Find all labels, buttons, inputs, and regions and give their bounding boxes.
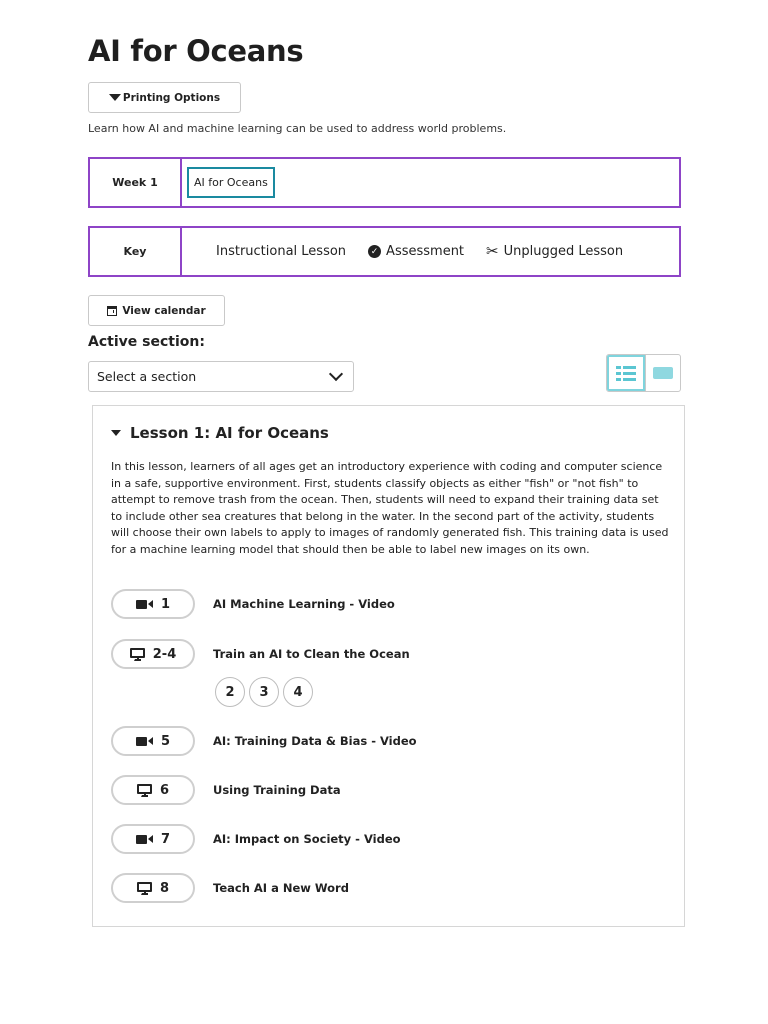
activity-number: 8 [159, 880, 170, 896]
activity-title[interactable]: Train an AI to Clean the Ocean [213, 647, 410, 661]
activity-title[interactable]: AI: Training Data & Bias - Video [213, 734, 417, 748]
activity-progress-bubble[interactable] [111, 589, 195, 619]
activity-title[interactable]: AI Machine Learning - Video [213, 597, 395, 611]
activity-row [111, 824, 401, 854]
desktop-monitor-icon [137, 882, 152, 895]
page-title: AI for Oceans [88, 34, 304, 68]
scissors-icon: ✂ [486, 242, 499, 260]
activity-row [111, 639, 410, 669]
activity-number: 7 [160, 831, 171, 847]
activity-number: 5 [160, 733, 171, 749]
activity-progress-bubble[interactable] [111, 824, 195, 854]
desktop-monitor-icon [137, 784, 152, 797]
list-view-icon [616, 366, 636, 381]
section-select-value: Select a section [97, 369, 197, 384]
activity-row [111, 775, 341, 805]
key-instructional-label: Instructional Lesson [216, 244, 347, 259]
week-label: Week 1 [90, 159, 182, 206]
activity-row [111, 589, 395, 619]
key-unplugged-lesson [486, 244, 623, 259]
view-toggle [606, 354, 681, 392]
key-assessment [368, 244, 464, 259]
block-view-button[interactable] [645, 355, 680, 391]
video-camera-icon [136, 737, 153, 746]
active-section-label: Active section: [88, 334, 205, 350]
printing-options-button[interactable] [88, 82, 241, 113]
week-row [88, 157, 681, 208]
activity-number: 2-4 [152, 646, 177, 662]
chevron-down-icon [329, 367, 343, 381]
printing-options-label: Printing Options [122, 91, 221, 104]
calendar-icon [107, 306, 117, 316]
activity-progress-bubble[interactable] [111, 639, 195, 669]
week-content [182, 159, 679, 206]
caret-down-icon [109, 94, 121, 101]
lesson-title: Lesson 1: AI for Oceans [130, 424, 329, 442]
desktop-monitor-icon [130, 648, 145, 661]
level-bubble[interactable]: 2 [215, 677, 245, 707]
level-bubbles [215, 677, 313, 707]
key-assessment-label: Assessment [386, 244, 465, 259]
lesson-card [92, 405, 685, 927]
key-row [88, 226, 681, 277]
section-select[interactable] [88, 361, 354, 392]
video-camera-icon [136, 600, 153, 609]
key-unplugged-label: Unplugged Lesson [503, 244, 624, 259]
activity-title[interactable]: Teach AI a New Word [213, 881, 349, 895]
activity-progress-bubble[interactable] [111, 775, 195, 805]
activity-title[interactable]: Using Training Data [213, 783, 341, 797]
caret-down-icon [111, 430, 121, 436]
activity-progress-bubble[interactable] [111, 873, 195, 903]
activity-progress-bubble[interactable] [111, 726, 195, 756]
block-view-icon [653, 367, 673, 379]
activity-number: 6 [159, 782, 170, 798]
key-content [182, 228, 679, 275]
video-camera-icon [136, 835, 153, 844]
key-label: Key [90, 228, 182, 275]
key-legend [182, 244, 623, 259]
activity-number: 1 [160, 596, 171, 612]
check-circle-icon: ✓ [368, 245, 381, 258]
list-view-button[interactable] [607, 355, 645, 391]
unit-description: Learn how AI and machine learning can be used to address world problems. [88, 122, 507, 135]
week-lesson-link[interactable]: AI for Oceans [187, 167, 275, 198]
lesson-header[interactable] [111, 424, 329, 442]
level-bubble[interactable]: 4 [283, 677, 313, 707]
key-instructional-lesson [216, 244, 346, 259]
activity-row [111, 873, 349, 903]
view-calendar-button[interactable] [88, 295, 225, 326]
activity-title[interactable]: AI: Impact on Society - Video [213, 832, 401, 846]
view-calendar-label: View calendar [122, 304, 206, 317]
level-bubble[interactable]: 3 [249, 677, 279, 707]
activity-row [111, 726, 417, 756]
lesson-description: In this lesson, learners of all ages get an introductory experience with coding and computer science in a safe, supportive environment. First, students classify objects as either "fish" or "not fish" to attempt to remove trash from the ocean. Then, students will need to expand their training data set to include other sea creatures that belong in the water. In the second part of the activity, students will choose their own labels to apply to images of randomly generated fish. This training data is used for a machine learning model that should then be able to label new images on its own. [111, 460, 669, 556]
